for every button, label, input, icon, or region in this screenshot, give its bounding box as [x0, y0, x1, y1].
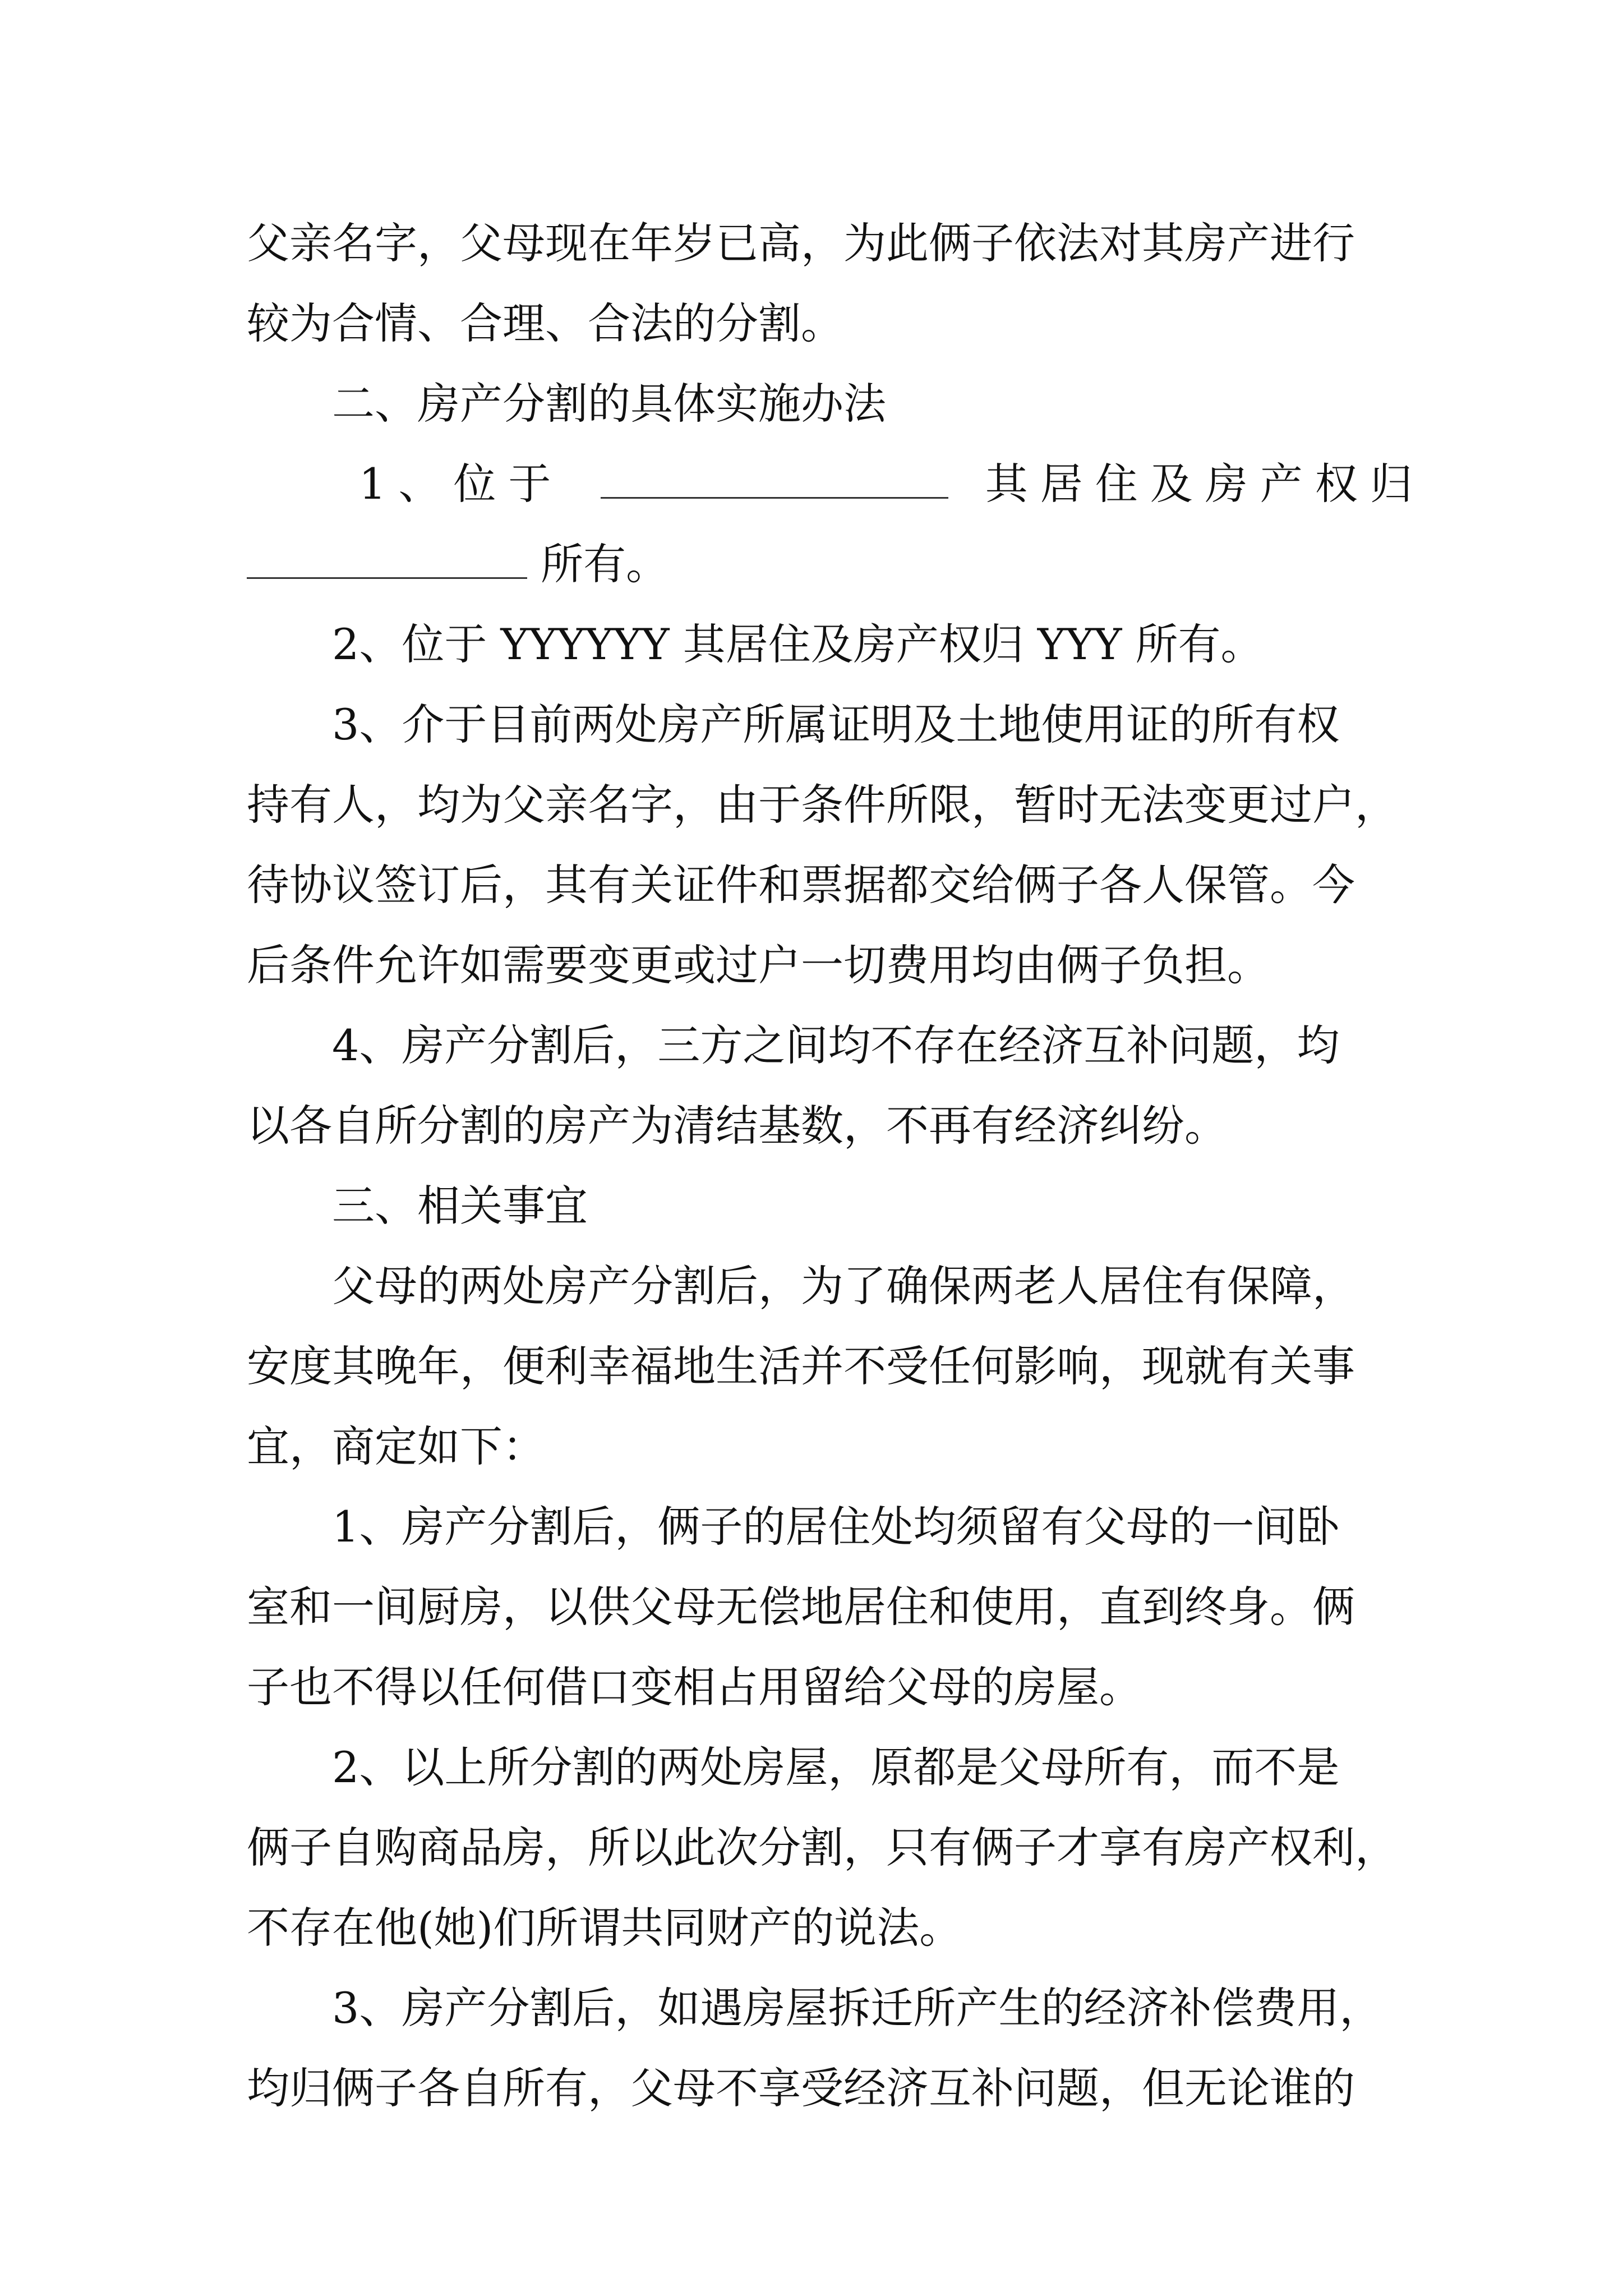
- clause-3-line: 后条件允许如需要变更或过户一切费用均由俩子负担。: [247, 940, 1270, 990]
- clause-2: 2、位于 YYYYYY 其居住及房产权归 YYY 所有。: [332, 619, 1264, 669]
- clause-1-middle: 其居住及房产权归: [985, 459, 1425, 509]
- rule-2-line: 2、以上所分割的两处房屋，原都是父母所有，而不是: [332, 1742, 1340, 1792]
- clause-1-prefix: 1、位于: [359, 459, 564, 509]
- intro-line: 安度其晚年，便利幸福地生活并不受任何影响，现就有关事: [247, 1341, 1355, 1391]
- clause-3-line: 持有人，均为父亲名字，由于条件所限，暂时无法变更过户，: [247, 780, 1398, 830]
- section-heading-3: 三、相关事宜: [332, 1181, 588, 1231]
- text-line: 较为合情、合理、合法的分割。: [247, 298, 843, 348]
- rule-3-line: 均归俩子各自所有，父母不享受经济互补问题，但无论谁的: [247, 2063, 1355, 2113]
- rule-3-line: 3、房产分割后，如遇房屋拆迁所产生的经济补偿费用，: [332, 1983, 1382, 2033]
- rule-1-line: 子也不得以任何借口变相占用留给父母的房屋。: [247, 1662, 1142, 1712]
- intro-line: 父母的两处房产分割后，为了确保两老人居住有保障，: [332, 1261, 1355, 1311]
- clause-1-line-1: [247, 444, 1425, 524]
- section-heading-2: 二、房产分割的具体实施办法: [332, 379, 886, 429]
- clause-3-line: 待协议签订后，其有关证件和票据都交给俩子各人保管。今: [247, 860, 1355, 910]
- rule-2-line: 不存在他(她)们所谓共同财产的说法。: [247, 1903, 962, 1953]
- intro-line: 宜，商定如下：: [247, 1421, 545, 1471]
- clause-4-line: 以各自所分割的房产为清结基数，不再有经济纠纷。: [247, 1101, 1227, 1151]
- document-body: [247, 203, 1425, 2128]
- owner-blank[interactable]: [247, 535, 527, 579]
- rule-1-line: 室和一间厨房，以供父母无偿地居住和使用，直到终身。俩: [247, 1582, 1355, 1632]
- rule-1-line: 1、房产分割后，俩子的居住处均须留有父母的一间卧: [332, 1502, 1340, 1552]
- clause-1-suffix: 所有。: [541, 539, 669, 589]
- clause-4-line: 4、房产分割后，三方之间均不存在经济互补问题，均: [332, 1020, 1340, 1070]
- clause-1-line-2: [247, 524, 1380, 604]
- text-line: 父亲名字，父母现在年岁已高，为此俩子依法对其房产进行: [247, 218, 1355, 268]
- clause-3-line: 3、介于目前两处房产所属证明及土地使用证的所有权: [332, 700, 1340, 749]
- address-blank[interactable]: [601, 454, 948, 499]
- rule-2-line: 俩子自购商品房，所以此次分割，只有俩子才享有房产权利，: [247, 1823, 1398, 1872]
